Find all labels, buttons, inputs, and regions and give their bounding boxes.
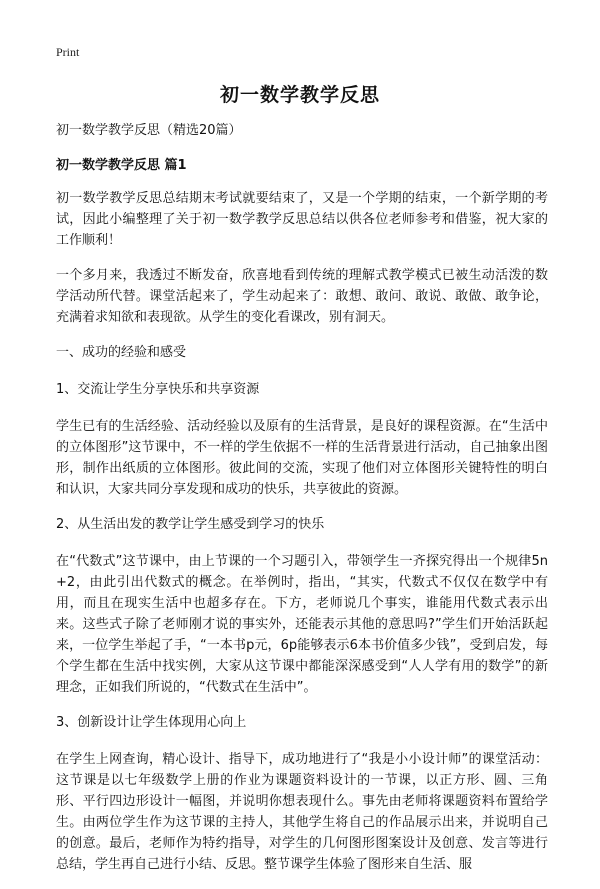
paragraph-3: 在“代数式”这节课中，由上节课的一个习题引入，带领学生一齐探究得出一个规律5n+2，由此引出代数式的概念。在举例时，指出，“其实，代数式不仅仅在数学中有用，而且在现实生活中也超多存在。下方，老师说几个事实，谁能用代数式表示出来。这些式子除了老师刚才说的事实外，还能表示其他的意思吗?”学生们开始活跃起来，一位学生举起了手，“一本书p元，6p能够表示6本书价值多少钱”，受到启发，每个学生都在生活中找实例，大家从这节课中都能深深感受到“人人学有用的数学”的新理念，正如我们所说的，“代数式在生活中”。	[56, 554, 548, 695]
subtitle: 初一数学教学反思（精选20篇）	[56, 123, 242, 138]
paragraph-intro: 初一数学教学反思总结期末考试就要结束了，又是一个学期的结束，一个新学期的考试，因此小编整理了关于初一数学教学反思总结以供各位老师参考和借鉴，祝大家的工作顺利！	[56, 191, 548, 248]
heading-success-experience: 一、成功的经验和感受	[56, 345, 187, 360]
heading-life-teaching: 2、从生活出发的教学让学生感受到学习的快乐	[56, 517, 325, 532]
section-title: 初一数学教学反思 篇1	[56, 158, 187, 173]
paragraph-1: 一个多月来，我透过不断发奋，欣喜地看到传统的理解式教学模式已被生动活泼的数学活动所代替。课堂活起来了，学生动起来了：敢想、敢问、敢说、敢做、敢争论，充满着求知欲和表现欲。从学生的变化看课改，别有洞天。	[56, 268, 548, 325]
heading-exchange-sharing: 1、交流让学生分享快乐和共享资源	[56, 382, 260, 397]
paragraph-4: 在学生上网查询，精心设计、指导下，成功地进行了“我是小小设计师”的课堂活动：这节课是以七年级数学上册的作业为课题资料设计的一节课，以正方形、圆、三角形、平行四边形设计一幅图，并说明你想表现什么。事先由老师将课题资料布置给学生。由两位学生作为这节课的主持人，其他学生将自己的作品展示出来，并说明自己的创意。最后，老师作为特约指导，对学生的几何图形图案设计及创意、发言等进行总结，学生再自己进行小结、反思。整节课学生体验了图形来自生活、服	[56, 752, 548, 872]
heading-creative-design: 3、创新设计让学生体现用心向上	[56, 715, 247, 730]
article-body	[56, 120, 548, 889]
print-link[interactable]: Print	[56, 45, 80, 59]
paragraph-2: 学生已有的生活经验、活动经验以及原有的生活背景，是良好的课程资源。在“生活中的立体图形”这节课中，不一样的学生依据不一样的生活背景进行活动，自己抽象出图形，制作出纸质的立体图形。彼此间的交流，实现了他们对立体图形关键特性的明白和认识，大家共同分享发现和成功的快乐，共享彼此的资源。	[56, 419, 548, 497]
page-title: 初一数学教学反思	[219, 84, 380, 106]
